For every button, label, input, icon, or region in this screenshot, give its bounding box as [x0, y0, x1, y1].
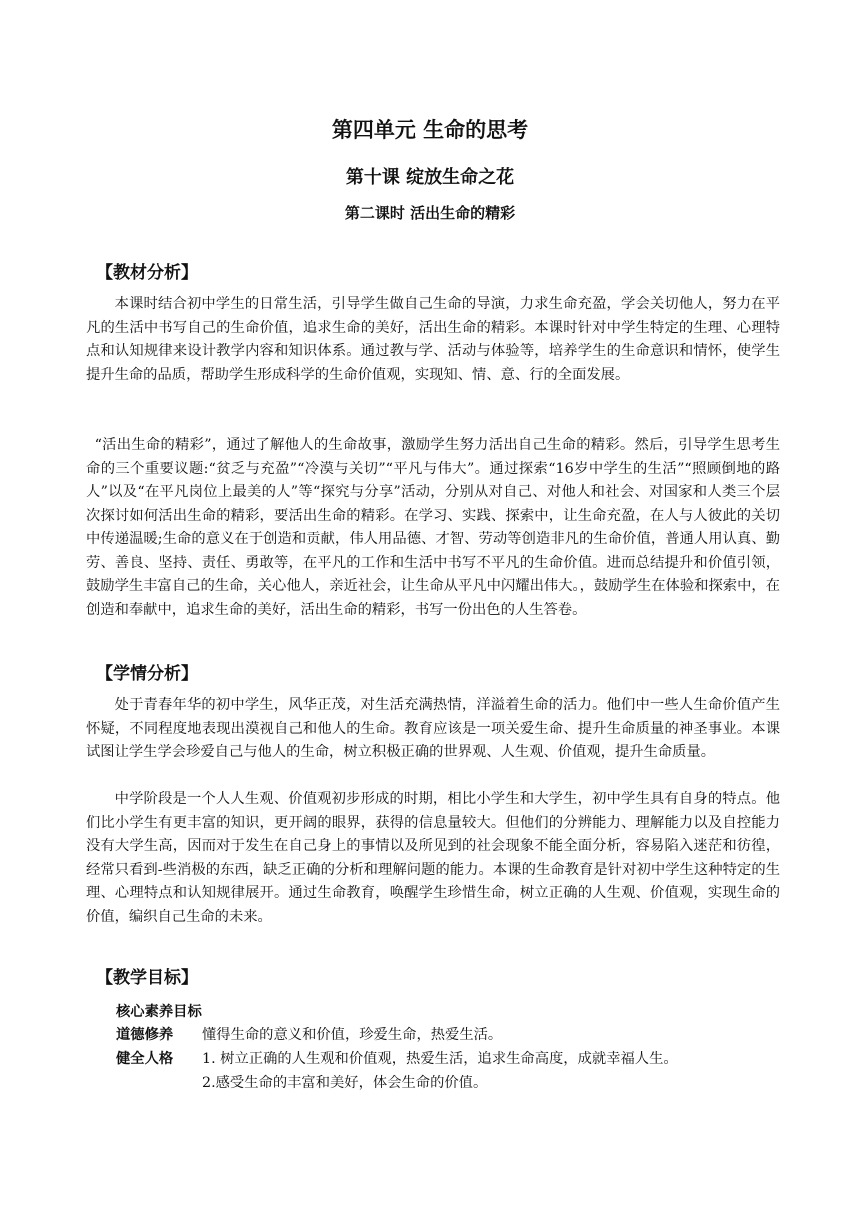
goal-row-label-personality: 健全人格 [116, 1051, 174, 1067]
period-title: 第二课时 活出生命的精彩 [344, 204, 516, 222]
core-literacy-subheading: 核心素养目标 [116, 1004, 202, 1020]
goal-row-text-personality-2: 2.感受生命的丰富和美好，体会生命的价值。 [202, 1075, 488, 1091]
student-analysis-paragraph-1: 处于青春年华的初中学生，风华正茂，对生活充满热情，洋溢着生命的活力。他们中一些人生命价值产生怀疑，不同程度地表现出漠视自己和他人的生命。教育应该是一项关爱生命、提升生命质量的神圣事业。本课试图让学生学会珍爱自己与他人的生命，树立积极正确的世界观、人生观、价值观，提升生命质量。 [86, 697, 780, 760]
student-analysis-paragraph-2: 中学阶段是一个人人生观、价值观初步形成的时期，相比小学生和大学生，初中学生具有自身的特点。他们比小学生有更丰富的知识，更开阔的眼界，获得的信息量较大。但他们的分辨能力、理解能力以及自控能力没有大学生高，因而对于发生在自己身上的事情以及所见到的社会现象不能全面分析，容易陷入迷茫和彷徨，经常只看到-些消极的东西，缺乏正确的分析和理解问题的能力。本课的生命教育是针对初中学生这种特定的生理、心理特点和认知规律展开。通过生命教育，唤醒学生珍惜生命，树立正确的人生观、价值观，实现生命的价值，编织自己生命的未来。 [86, 791, 780, 925]
textbook-analysis-paragraph-2: “活出生命的精彩”，通过了解他人的生命故事，激励学生努力活出自己生命的精彩。然后，引导学生思考生命的三个重要议题:“贫乏与充盈”“冷漠与关切”“平凡与伟大”。通过探索“16岁中学生的生活”“照顾倒地的路人”以及“在平凡岗位上最美的人”等“探究与分享”活动，分别从对自己、对他人和社会、对国家和人类三个层次探讨如何活出生命的精彩，要活出生命的精彩。在学习、实践、探索中，让生命充盈，在人与人彼此的关切中传递温暖;生命的意义在于创造和贡献，伟人用品德、才智、劳动等创造非凡的生命价值，普通人用认真、勤劳、善良、坚持、责任、勇敢等，在平凡的工作和生活中书写不平凡的生命价值。进而总结提升和价值引领，鼓励学生丰富自己的生命，关心他人，亲近社会，让生命从平凡中闪耀出伟大。，鼓励学生在体验和探索中，在创造和奉献中，追求生命的美好，活出生命的精彩，书写一份出色的人生答卷。 [86, 437, 780, 618]
student-analysis-heading: 【学情分析】 [96, 664, 198, 684]
lesson-title: 第十课 绽放生命之花 [345, 167, 515, 188]
goal-row-text-moral: 懂得生命的意义和价值，珍爱生命，热爱生活。 [202, 1027, 503, 1043]
unit-title: 第四单元 生命的思考 [331, 118, 529, 142]
goal-row-label-moral: 道德修养 [116, 1027, 174, 1043]
goal-row-text-personality-1: 1. 树立正确的人生观和价值观，热爱生活，追求生命高度，成就幸福人生。 [202, 1051, 678, 1067]
textbook-analysis-heading: 【教材分析】 [96, 263, 198, 283]
teaching-goals-heading: 【教学目标】 [96, 968, 198, 988]
textbook-analysis-paragraph-1: 本课时结合初中学生的日常生活，引导学生做自己生命的导演，力求生命充盈，学会关切他人，努力在平凡的生活中书写自己的生命价值，追求生命的美好，活出生命的精彩。本课时针对中学生特定的生理、心理特点和认知规律来设计教学内容和知识体系。通过教与学、活动与体验等，培养学生的生命意识和情怀，使学生提升生命的品质，帮助学生形成科学的生命价值观，实现知、情、意、行的全面发展。 [86, 296, 780, 383]
